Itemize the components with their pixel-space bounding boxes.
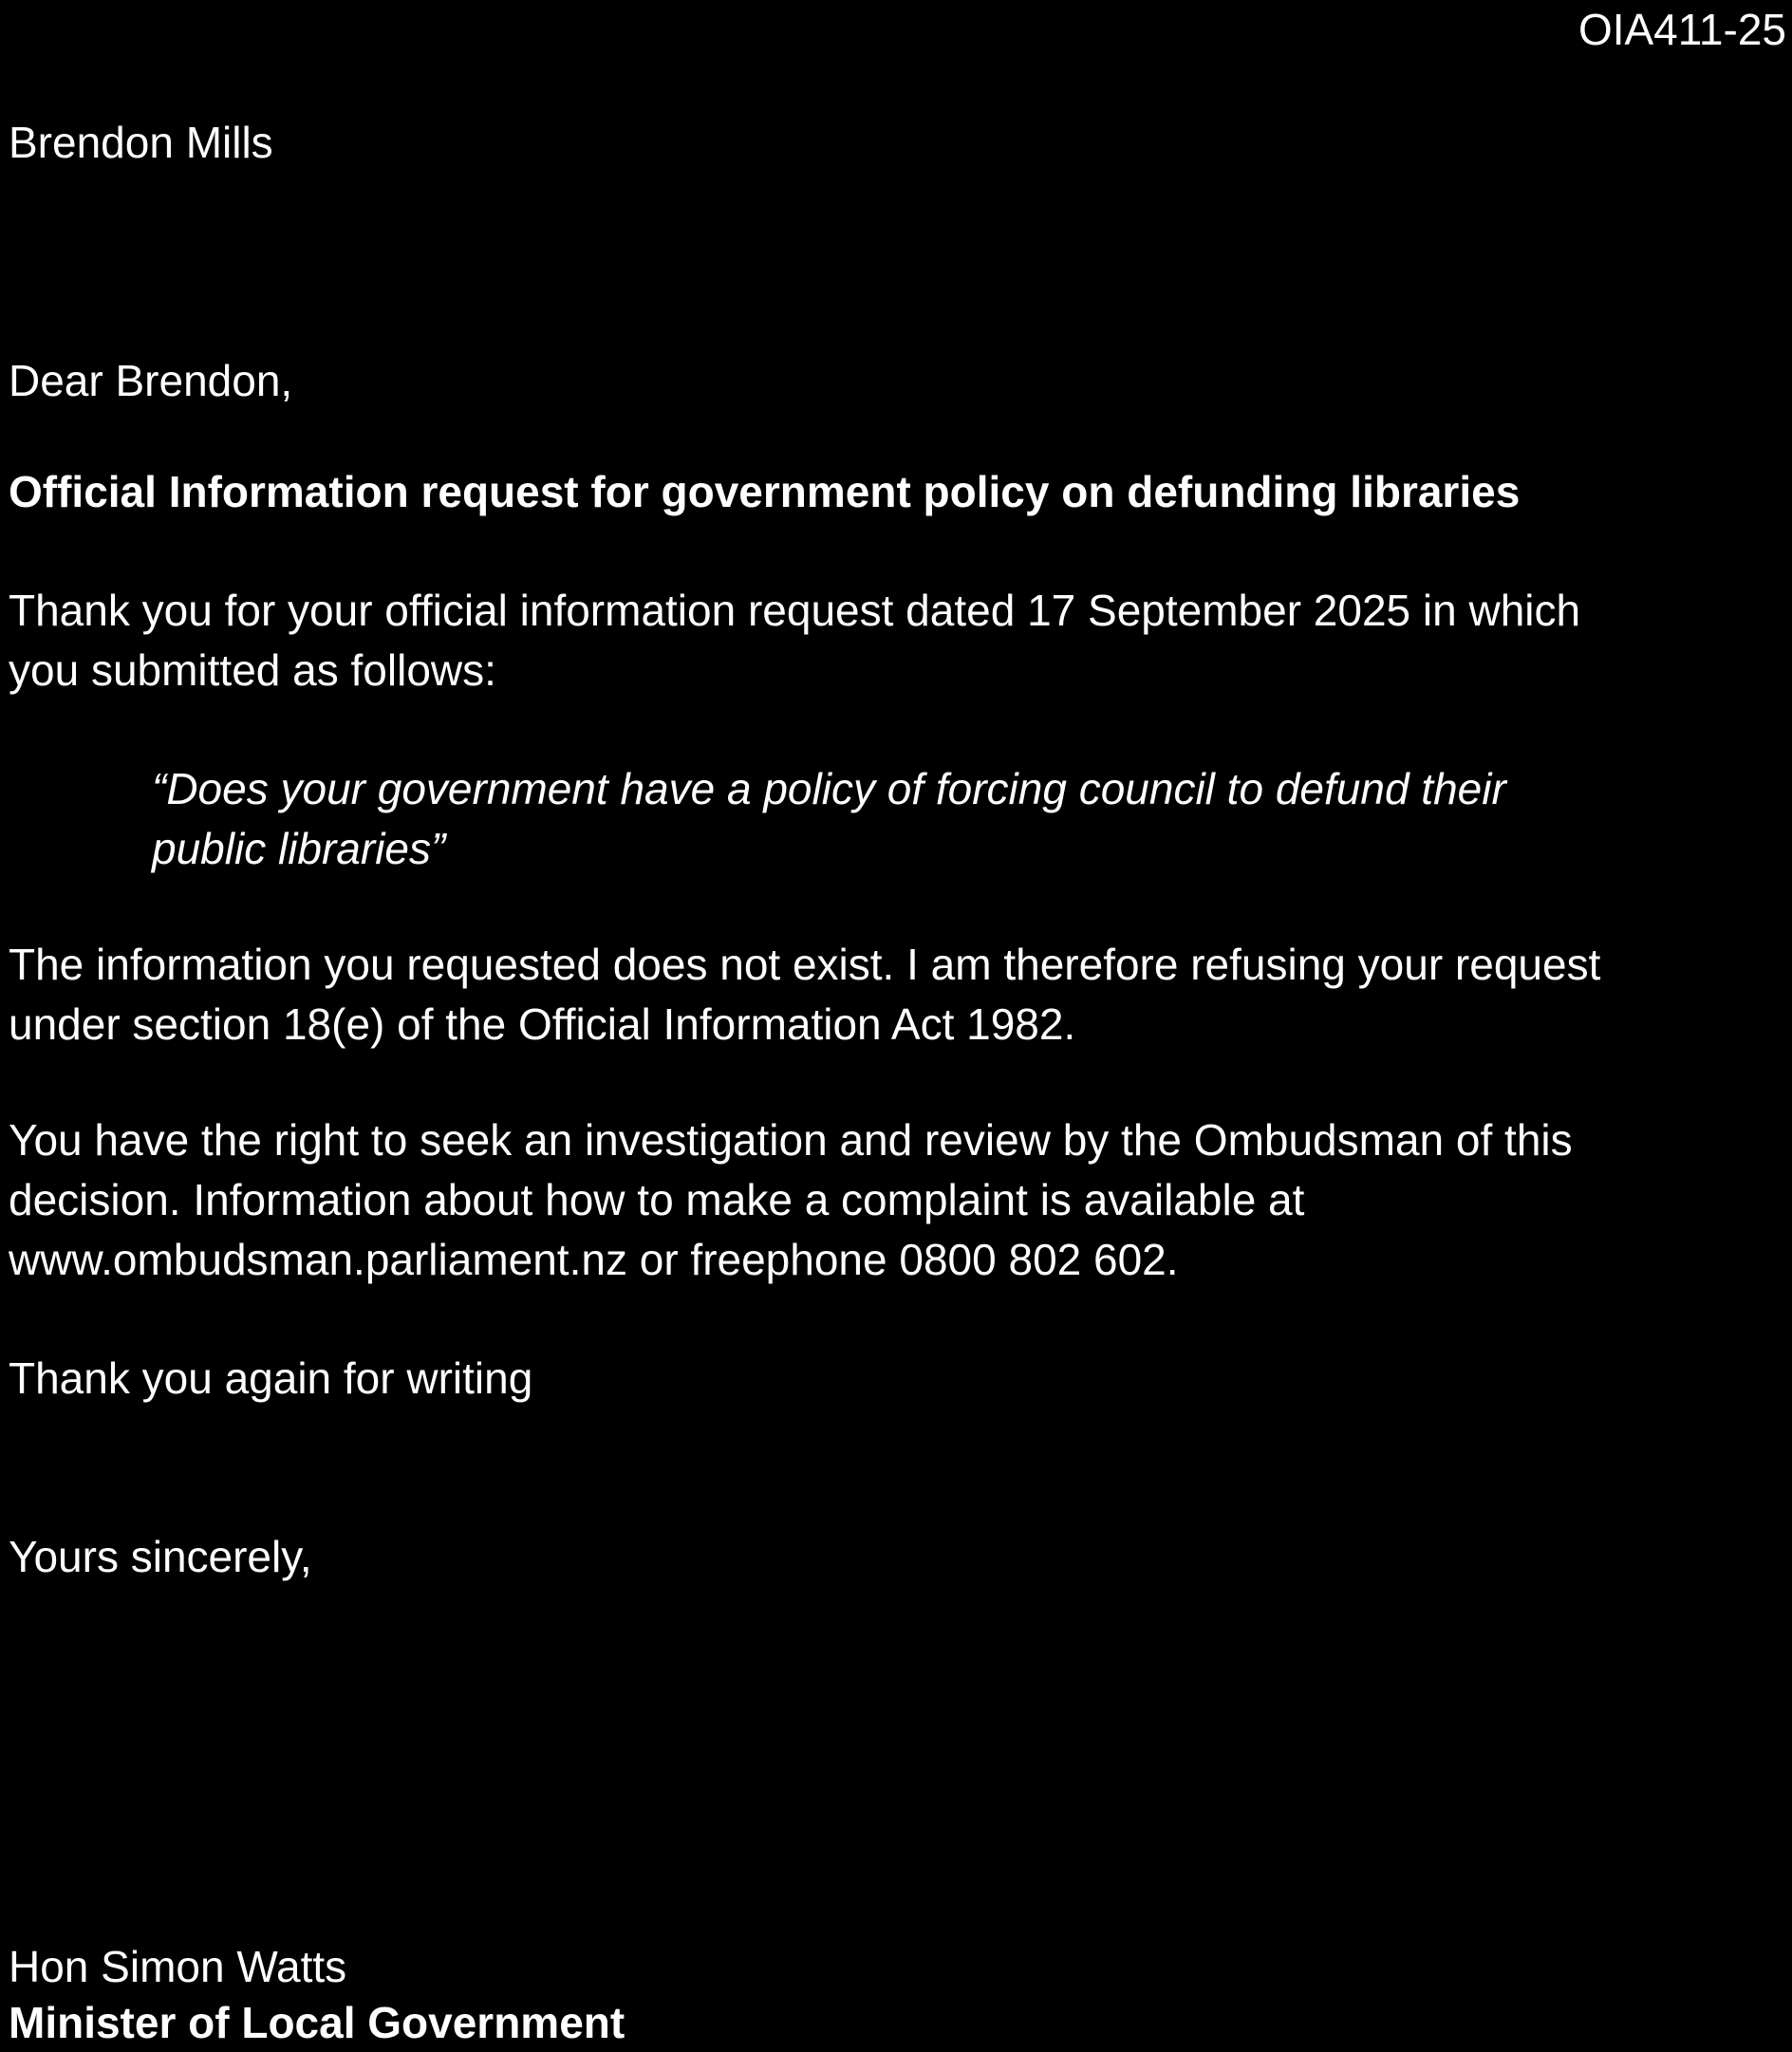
closing-thanks: Thank you again for writing xyxy=(9,1353,533,1403)
paragraph-2-line-2: under section 18(e) of the Official Information Act 1982. xyxy=(9,999,1076,1049)
paragraph-1-line-1: Thank you for your official information request dated 17 September 2025 in which xyxy=(9,586,1581,635)
quote-line-2: public libraries” xyxy=(152,824,446,873)
signatory-title: Minister of Local Government xyxy=(9,1998,625,2047)
paragraph-1-line-2: you submitted as follows: xyxy=(9,645,496,695)
paragraph-3-line-1: You have the right to seek an investigation and review by the Ombudsman of this xyxy=(9,1115,1573,1165)
recipient-name: Brendon Mills xyxy=(9,118,273,167)
paragraph-2-line-1: The information you requested does not exist. I am therefore refusing your request xyxy=(9,940,1601,989)
signatory-name: Hon Simon Watts xyxy=(9,1942,347,1991)
paragraph-3-line-3: www.ombudsman.parliament.nz or freephone 0800 802 602. xyxy=(9,1235,1179,1284)
reference-number: OIA411-25 xyxy=(1577,5,1786,54)
salutation: Dear Brendon, xyxy=(9,356,293,405)
paragraph-3-line-2: decision. Information about how to make a complaint is available at xyxy=(9,1175,1305,1224)
sign-off: Yours sincerely, xyxy=(9,1532,312,1581)
quote-line-1: “Does your government have a policy of forcing council to defund their xyxy=(152,764,1506,813)
subject-line: Official Information request for government policy on defunding libraries xyxy=(9,467,1521,516)
